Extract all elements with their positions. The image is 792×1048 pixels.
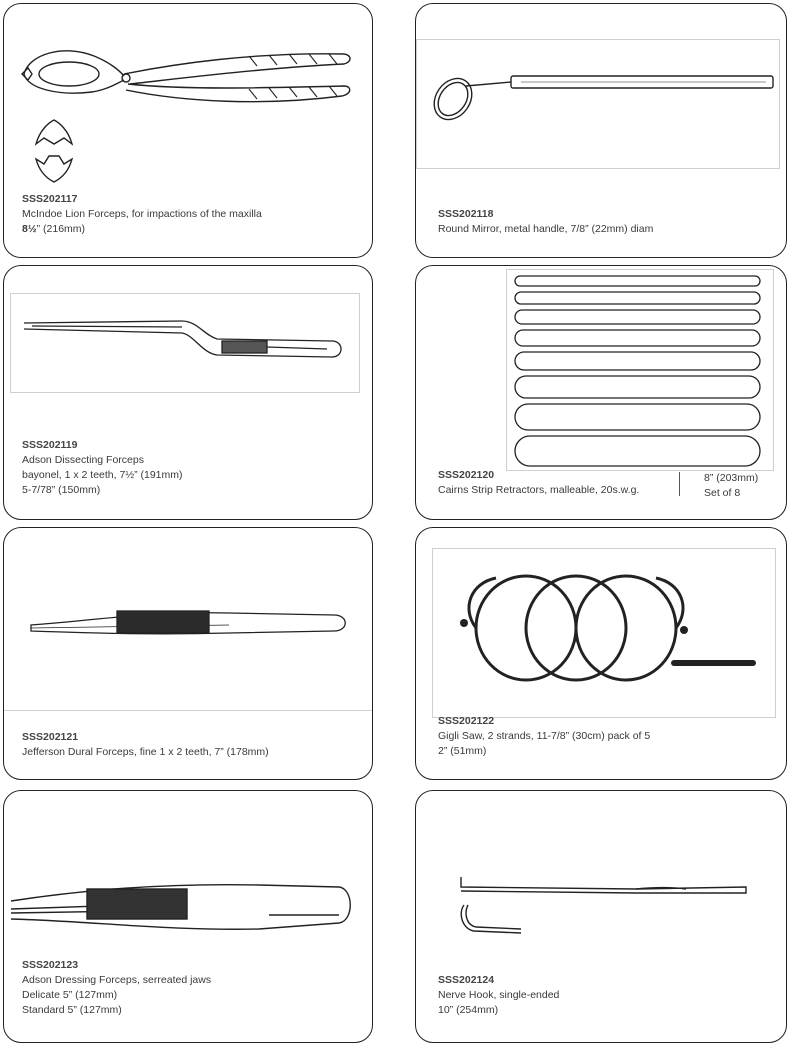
product-set: Set of 8: [704, 487, 741, 499]
product-caption-sss202119: [22, 438, 362, 498]
product-size: 5-7/78” (150mm): [22, 484, 101, 496]
product-code: SSS202118: [438, 208, 494, 220]
product-card-sss202122: [415, 527, 787, 780]
product-name: Cairns Strip Retractors, malleable, 20s.w.g.: [438, 484, 640, 496]
product-caption-sss202117: [22, 192, 362, 237]
product-code: SSS202120: [438, 469, 495, 481]
product-caption-sss202121: [22, 730, 362, 760]
product-size-bold: 8½: [22, 223, 37, 235]
product-size: [22, 222, 362, 237]
product-name: Round Mirror, metal handle, 7/8” (22mm) diam: [438, 223, 654, 235]
product-card-sss202124: [415, 790, 787, 1043]
product-name: McIndoe Lion Forceps, for impactions of the maxilla: [22, 208, 262, 220]
round-mirror-drawing: [426, 64, 776, 134]
product-caption-sss202123: [22, 958, 362, 1018]
image-frame-bottom: [4, 710, 372, 711]
product-name: Adson Dressing Forceps, serreated jaws: [22, 974, 212, 986]
product-size-note: [704, 471, 784, 501]
dressing-forceps-drawing: [9, 881, 359, 941]
product-code: SSS202123: [22, 959, 79, 971]
gigli-saw-drawing: [456, 568, 761, 703]
product-name: Jefferson Dural Forceps, fine 1 x 2 teeth, 7” (178mm): [22, 746, 269, 758]
product-card-sss202118: [415, 3, 787, 258]
product-detail: bayonel, 1 x 2 teeth, 7½” (191mm): [22, 469, 183, 481]
product-size-rest: ” (216mm): [36, 223, 86, 235]
product-card-sss202119: [3, 265, 373, 520]
product-size: 10” (254mm): [438, 1004, 499, 1016]
product-caption-sss202120: [438, 468, 678, 498]
product-size-delicate: Delicate 5” (127mm): [22, 989, 118, 1001]
product-name: Gigli Saw, 2 strands, 11-7/8” (30cm) pack of 5: [438, 730, 651, 742]
product-code: SSS202124: [438, 974, 495, 986]
product-size: 8” (203mm): [704, 472, 759, 484]
bayonet-forceps-drawing: [22, 311, 352, 371]
strip-retractors-drawing: [513, 274, 769, 470]
divider: [679, 472, 680, 496]
product-code: SSS202117: [22, 193, 78, 205]
product-name: Nerve Hook, single-ended: [438, 989, 560, 1001]
product-code: SSS202121: [22, 731, 79, 743]
product-card-sss202123: [3, 790, 373, 1043]
product-card-sss202121: [3, 527, 373, 780]
product-code: SSS202119: [22, 439, 78, 451]
product-code: SSS202122: [438, 715, 495, 727]
lion-forceps-drawing: [14, 34, 359, 184]
product-caption-sss202124: [438, 973, 778, 1018]
product-size-standard: Standard 5” (127mm): [22, 1004, 122, 1016]
product-card-sss202120: [415, 265, 787, 520]
product-name: Adson Dissecting Forceps: [22, 454, 144, 466]
product-caption-sss202122: [438, 714, 778, 759]
product-caption-sss202118: [438, 207, 778, 237]
product-size: 2” (51mm): [438, 745, 487, 757]
product-card-sss202117: [3, 3, 373, 258]
dural-forceps-drawing: [29, 603, 354, 643]
nerve-hook-drawing: [456, 873, 756, 943]
